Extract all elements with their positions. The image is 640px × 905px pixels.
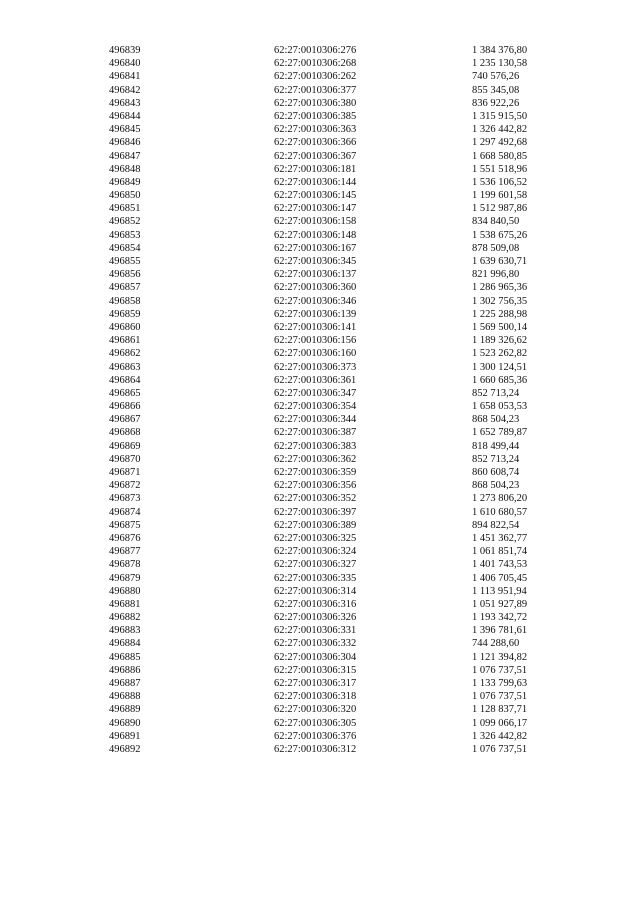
value-cell: 1 051 927,89: [472, 598, 528, 610]
row-number-cell: 496863: [109, 361, 141, 373]
cadastral-number-cell: 62:27:0010306:262: [274, 71, 357, 83]
cadastral-number-cell: 62:27:0010306:385: [274, 110, 357, 122]
cadastral-number-cell: 62:27:0010306:312: [274, 743, 357, 755]
cadastral-number-cell: 62:27:0010306:317: [274, 678, 357, 689]
table-row: [109, 387, 549, 400]
row-number-cell: 496850: [109, 190, 141, 202]
table-row: [109, 123, 549, 136]
value-cell: 860 608,74: [472, 467, 520, 478]
row-number-cell: 496861: [109, 335, 141, 347]
value-cell: 1 113 951,94: [472, 585, 527, 597]
table-row: [109, 717, 549, 730]
table-row: [109, 453, 549, 466]
row-number-cell: 496853: [109, 229, 141, 241]
value-cell: 1 538 675,26: [472, 229, 528, 241]
table-row: [109, 361, 549, 374]
table-row: [109, 651, 549, 664]
table-row: [109, 664, 549, 677]
cadastral-number-cell: 62:27:0010306:359: [274, 467, 357, 478]
value-cell: 1 326 442,82: [472, 730, 528, 742]
cadastral-number-cell: 62:27:0010306:380: [274, 97, 357, 109]
row-number-cell: 496888: [109, 691, 141, 703]
cadastral-number-cell: 62:27:0010306:362: [274, 453, 357, 465]
row-number-cell: 496857: [109, 282, 141, 294]
value-cell: 1 639 630,71: [472, 256, 528, 267]
cadastral-number-cell: 62:27:0010306:389: [274, 519, 357, 531]
row-number-cell: 496875: [109, 519, 141, 531]
value-cell: 1 660 685,36: [472, 374, 528, 386]
table-row: [109, 598, 549, 611]
value-cell: 1 536 106,52: [472, 176, 528, 188]
cadastral-number-cell: 62:27:0010306:327: [274, 559, 357, 571]
row-number-cell: 496882: [109, 612, 141, 624]
cadastral-number-cell: 62:27:0010306:305: [274, 717, 357, 729]
table-row: [109, 572, 549, 585]
cadastral-number-cell: 62:27:0010306:344: [274, 414, 357, 426]
cadastral-number-cell: 62:27:0010306:363: [274, 124, 357, 136]
cadastral-number-cell: 62:27:0010306:383: [274, 440, 357, 452]
value-cell: 1 658 053,53: [472, 401, 528, 413]
cadastral-number-cell: 62:27:0010306:354: [274, 401, 357, 413]
row-number-cell: 496889: [109, 704, 141, 716]
value-cell: 855 345,08: [472, 84, 520, 96]
row-number-cell: 496869: [109, 440, 141, 452]
cadastral-number-cell: 62:27:0010306:331: [274, 625, 357, 637]
row-number-cell: 496866: [109, 401, 141, 413]
row-number-cell: 496891: [109, 730, 141, 742]
value-cell: 868 504,23: [472, 480, 520, 492]
table-row: [109, 611, 549, 624]
value-cell: 1 099 066,17: [472, 717, 528, 729]
value-cell: 1 384 376,80: [472, 45, 528, 56]
table-row: [109, 202, 549, 215]
table-row: [109, 743, 549, 756]
row-number-cell: 496844: [109, 110, 141, 122]
cadastral-number-cell: 62:27:0010306:141: [274, 321, 357, 333]
cadastral-number-cell: 62:27:0010306:326: [274, 612, 357, 624]
value-cell: 852 713,24: [472, 453, 520, 465]
cadastral-number-cell: 62:27:0010306:144: [274, 176, 357, 188]
value-cell: 744 288,60: [472, 638, 520, 650]
cadastral-number-cell: 62:27:0010306:147: [274, 203, 357, 215]
row-number-cell: 496865: [109, 387, 141, 399]
table-row: [109, 624, 549, 637]
cadastral-number-cell: 62:27:0010306:373: [274, 361, 357, 373]
row-number-cell: 496864: [109, 374, 141, 386]
value-cell: 1 061 851,74: [472, 546, 528, 558]
cadastral-number-cell: 62:27:0010306:158: [274, 216, 357, 228]
table-row: [109, 229, 549, 242]
table-row: [109, 255, 549, 268]
table-row: [109, 558, 549, 571]
table-row: [109, 479, 549, 492]
table-row: [109, 690, 549, 703]
value-cell: 818 499,44: [472, 440, 520, 452]
table-row: [109, 189, 549, 202]
table-row: [109, 347, 549, 360]
table-row: [109, 466, 549, 479]
cadastral-number-cell: 62:27:0010306:324: [274, 546, 357, 558]
row-number-cell: 496840: [109, 58, 141, 70]
row-number-cell: 496890: [109, 717, 141, 729]
value-cell: 1 225 288,98: [472, 308, 528, 320]
cadastral-number-cell: 62:27:0010306:320: [274, 704, 357, 716]
value-cell: 1 302 756,35: [472, 295, 528, 307]
value-cell: 1 286 965,36: [472, 282, 528, 294]
row-number-cell: 496860: [109, 321, 141, 333]
cadastral-number-cell: 62:27:0010306:332: [274, 638, 357, 650]
row-number-cell: 496839: [109, 45, 141, 56]
table-row: [109, 308, 549, 321]
table-row: [109, 97, 549, 110]
row-number-cell: 496885: [109, 651, 141, 663]
cadastral-number-cell: 62:27:0010306:325: [274, 532, 357, 544]
table-row: [109, 70, 549, 83]
value-cell: 1 300 124,51: [472, 361, 528, 373]
cadastral-number-cell: 62:27:0010306:387: [274, 427, 357, 439]
value-cell: 868 504,23: [472, 414, 520, 426]
table-row: [109, 532, 549, 545]
value-cell: 878 509,08: [472, 242, 520, 254]
value-cell: 1 076 737,51: [472, 743, 528, 755]
value-cell: 1 451 362,77: [472, 532, 528, 544]
table-row: [109, 703, 549, 716]
cadastral-number-cell: 62:27:0010306:160: [274, 348, 357, 360]
row-number-cell: 496881: [109, 598, 141, 610]
table-row: [109, 413, 549, 426]
cadastral-number-cell: 62:27:0010306:268: [274, 58, 357, 70]
cadastral-number-cell: 62:27:0010306:276: [274, 45, 357, 56]
cadastral-number-cell: 62:27:0010306:181: [274, 163, 357, 175]
value-cell: 1 076 737,51: [472, 691, 528, 703]
cadastral-number-cell: 62:27:0010306:360: [274, 282, 357, 294]
table-row: [109, 110, 549, 123]
value-cell: 836 922,26: [472, 97, 520, 109]
row-number-cell: 496843: [109, 97, 141, 109]
cadastral-number-cell: 62:27:0010306:335: [274, 572, 357, 584]
cadastral-number-cell: 62:27:0010306:397: [274, 506, 357, 518]
value-cell: 1 189 326,62: [472, 335, 528, 347]
cadastral-number-cell: 62:27:0010306:352: [274, 493, 357, 505]
value-cell: 1 133 799,63: [472, 678, 528, 689]
row-number-cell: 496877: [109, 546, 141, 558]
row-number-cell: 496887: [109, 678, 141, 689]
table-row: [109, 506, 549, 519]
row-number-cell: 496858: [109, 295, 141, 307]
row-number-cell: 496854: [109, 242, 141, 254]
row-number-cell: 496868: [109, 427, 141, 439]
cadastral-number-cell: 62:27:0010306:356: [274, 480, 357, 492]
table-row: [109, 295, 549, 308]
row-number-cell: 496852: [109, 216, 141, 228]
value-cell: 1 523 262,82: [472, 348, 528, 360]
table-row: [109, 334, 549, 347]
table-row: [109, 585, 549, 598]
table-row: [109, 57, 549, 70]
table-row: [109, 281, 549, 294]
data-table: [109, 44, 549, 756]
row-number-cell: 496883: [109, 625, 141, 637]
row-number-cell: 496870: [109, 453, 141, 465]
row-number-cell: 496859: [109, 308, 141, 320]
table-row: [109, 545, 549, 558]
row-number-cell: 496847: [109, 150, 141, 162]
table-row: [109, 677, 549, 690]
table-row: [109, 492, 549, 505]
table-row: [109, 374, 549, 387]
cadastral-number-cell: 62:27:0010306:145: [274, 190, 357, 202]
table-row: [109, 84, 549, 97]
row-number-cell: 496867: [109, 414, 141, 426]
row-number-cell: 496855: [109, 256, 141, 267]
value-cell: 1 652 789,87: [472, 427, 528, 439]
table-row: [109, 150, 549, 163]
cadastral-number-cell: 62:27:0010306:367: [274, 150, 357, 162]
row-number-cell: 496873: [109, 493, 141, 505]
table-row: [109, 519, 549, 532]
row-number-cell: 496849: [109, 176, 141, 188]
value-cell: 821 996,80: [472, 269, 520, 281]
table-row: [109, 426, 549, 439]
cadastral-number-cell: 62:27:0010306:314: [274, 585, 357, 597]
row-number-cell: 496886: [109, 664, 141, 676]
cadastral-number-cell: 62:27:0010306:345: [274, 256, 357, 267]
value-cell: 1 512 987,86: [472, 203, 528, 215]
row-number-cell: 496874: [109, 506, 141, 518]
table-row: [109, 321, 549, 334]
cadastral-number-cell: 62:27:0010306:366: [274, 137, 357, 149]
value-cell: 1 273 806,20: [472, 493, 528, 505]
table-row: [109, 176, 549, 189]
cadastral-number-cell: 62:27:0010306:156: [274, 335, 357, 347]
value-cell: 1 406 705,45: [472, 572, 528, 584]
row-number-cell: 496892: [109, 743, 141, 755]
row-number-cell: 496872: [109, 480, 141, 492]
value-cell: 1 326 442,82: [472, 124, 528, 136]
row-number-cell: 496876: [109, 532, 141, 544]
row-number-cell: 496884: [109, 638, 141, 650]
cadastral-number-cell: 62:27:0010306:137: [274, 269, 357, 281]
row-number-cell: 496879: [109, 572, 141, 584]
cadastral-number-cell: 62:27:0010306:318: [274, 691, 357, 703]
cadastral-number-cell: 62:27:0010306:148: [274, 229, 357, 241]
value-cell: 834 840,50: [472, 216, 520, 228]
row-number-cell: 496841: [109, 71, 141, 83]
value-cell: 852 713,24: [472, 387, 520, 399]
value-cell: 1 121 394,82: [472, 651, 528, 663]
row-number-cell: 496851: [109, 203, 141, 215]
cadastral-number-cell: 62:27:0010306:347: [274, 387, 357, 399]
value-cell: 1 297 492,68: [472, 137, 528, 149]
value-cell: 740 576,26: [472, 71, 520, 83]
cadastral-number-cell: 62:27:0010306:315: [274, 664, 357, 676]
cadastral-number-cell: 62:27:0010306:346: [274, 295, 357, 307]
table-row: [109, 136, 549, 149]
row-number-cell: 496846: [109, 137, 141, 149]
cadastral-number-cell: 62:27:0010306:304: [274, 651, 357, 663]
cadastral-number-cell: 62:27:0010306:167: [274, 242, 357, 254]
row-number-cell: 496848: [109, 163, 141, 175]
value-cell: 1 401 743,53: [472, 559, 528, 571]
value-cell: 1 315 915,50: [472, 110, 528, 122]
value-cell: 1 569 500,14: [472, 321, 528, 333]
cadastral-number-cell: 62:27:0010306:139: [274, 308, 357, 320]
table-row: [109, 400, 549, 413]
table-row: [109, 44, 549, 57]
table-row: [109, 163, 549, 176]
value-cell: 1 235 130,58: [472, 58, 528, 70]
value-cell: 1 610 680,57: [472, 506, 528, 518]
value-cell: 1 199 601,58: [472, 190, 528, 202]
table-row: [109, 242, 549, 255]
row-number-cell: 496862: [109, 348, 141, 360]
value-cell: 1 128 837,71: [472, 704, 528, 716]
row-number-cell: 496856: [109, 269, 141, 281]
row-number-cell: 496880: [109, 585, 141, 597]
cadastral-number-cell: 62:27:0010306:377: [274, 84, 357, 96]
row-number-cell: 496878: [109, 559, 141, 571]
value-cell: 1 668 580,85: [472, 150, 528, 162]
value-cell: 894 822,54: [472, 519, 520, 531]
cadastral-number-cell: 62:27:0010306:361: [274, 374, 357, 386]
table-row: [109, 440, 549, 453]
table-row: [109, 268, 549, 281]
row-number-cell: 496842: [109, 84, 141, 96]
value-cell: 1 076 737,51: [472, 664, 528, 676]
table-row: [109, 215, 549, 228]
cadastral-number-cell: 62:27:0010306:316: [274, 598, 357, 610]
value-cell: 1 551 518,96: [472, 163, 528, 175]
value-cell: 1 396 781,61: [472, 625, 528, 637]
value-cell: 1 193 342,72: [472, 612, 528, 624]
row-number-cell: 496845: [109, 124, 141, 136]
table-row: [109, 730, 549, 743]
cadastral-number-cell: 62:27:0010306:376: [274, 730, 357, 742]
row-number-cell: 496871: [109, 467, 141, 478]
table-row: [109, 637, 549, 650]
